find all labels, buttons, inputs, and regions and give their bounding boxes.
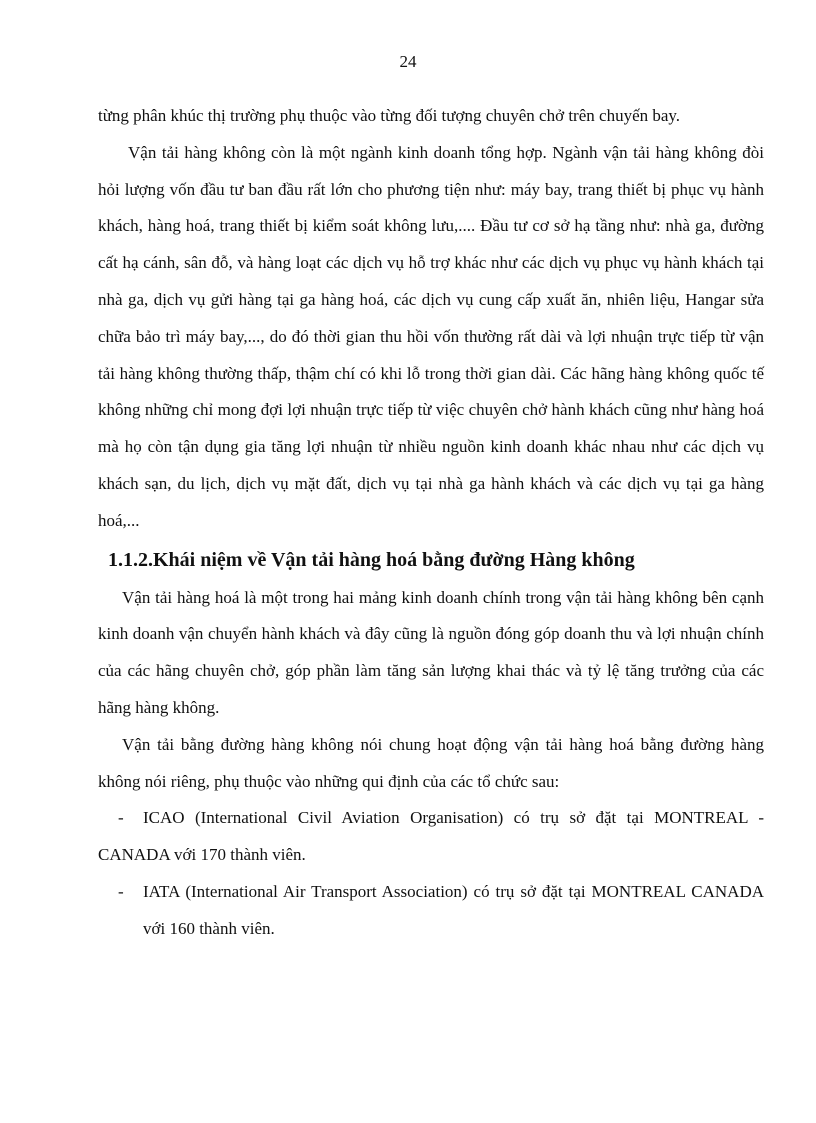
page-number: 24 [399,52,417,71]
page-content [98,98,764,948]
list-bullet: - [118,808,124,828]
list-item-text: IATA (International Air Transport Association) có trụ sở đặt tại MONTREAL CANADA với 160 thành viên. [143,881,764,938]
section-heading: 1.1.2.Khái niệm về Vận tải hàng hoá bằng đường Hàng không [108,548,635,571]
list-item-iata [98,874,764,948]
list-bullet: - [118,881,124,901]
list-item-text: ICAO (International Civil Aviation Organisation) có trụ sở đặt tại MONTREAL - CANADA với 170 thành viên. [98,808,764,865]
list-item-icao [98,800,764,874]
paragraph-air-transport-business: Vận tải hàng không còn là một ngành kinh doanh tổng hợp. Ngành vận tải hàng không đòi hỏi lượng vốn đầu tư ban đầu rất lớn cho phương tiện như: máy bay, trang thiết bị phục vụ hành khách, hàng hoá, trang thiết bị kiểm soát không lưu,.... Đầu tư cơ sở hạ tầng như: nhà ga, đường cất hạ cánh, sân đỗ, và hàng loạt các dịch vụ hỗ trợ khác như các dịch vụ phục vụ hành khách tại nhà ga, dịch vụ gửi hàng tại ga hàng hoá, các dịch vụ cung cấp xuất ăn, nhiên liệu, Hangar sửa chữa bảo trì máy bay,..., do đó thời gian thu hồi vốn thường rất dài và lợi nhuận trực tiếp từ vận tải hàng không thường thấp, thậm chí có khi lỗ trong thời gian dài. Các hãng hàng không quốc tế không những chỉ mong đợi lợi nhuận trực tiếp từ việc chuyên chở hành khách cũng như hàng hoá mà họ còn tận dụng gia tăng lợi nhuận từ nhiều nguồn kinh doanh khác nhau như các dịch vụ khách sạn, du lịch, dịch vụ mặt đất, dịch vụ tại nhà ga hành khách và các dịch vụ tại ga hàng hoá,... [98,142,764,530]
paragraph-continuation: từng phân khúc thị trường phụ thuộc vào từng đối tượng chuyên chở trên chuyến bay. [98,106,681,125]
paragraph-cargo-transport: Vận tải hàng hoá là một trong hai mảng kinh doanh chính trong vận tải hàng không bên cạnh kinh doanh vận chuyển hành khách và đây cũng là nguồn đóng góp doanh thu và lợi nhuận chính của các hãng chuyên chở, góp phần làm tăng sản lượng khai thác và tỷ lệ tăng trưởng của các hãng hàng không. [98,587,764,717]
paragraph-regulations: Vận tải bằng đường hàng không nói chung hoạt động vận tải hàng hoá bằng đường hàng không nói riêng, phụ thuộc vào những qui định của các tổ chức sau: [98,734,764,791]
